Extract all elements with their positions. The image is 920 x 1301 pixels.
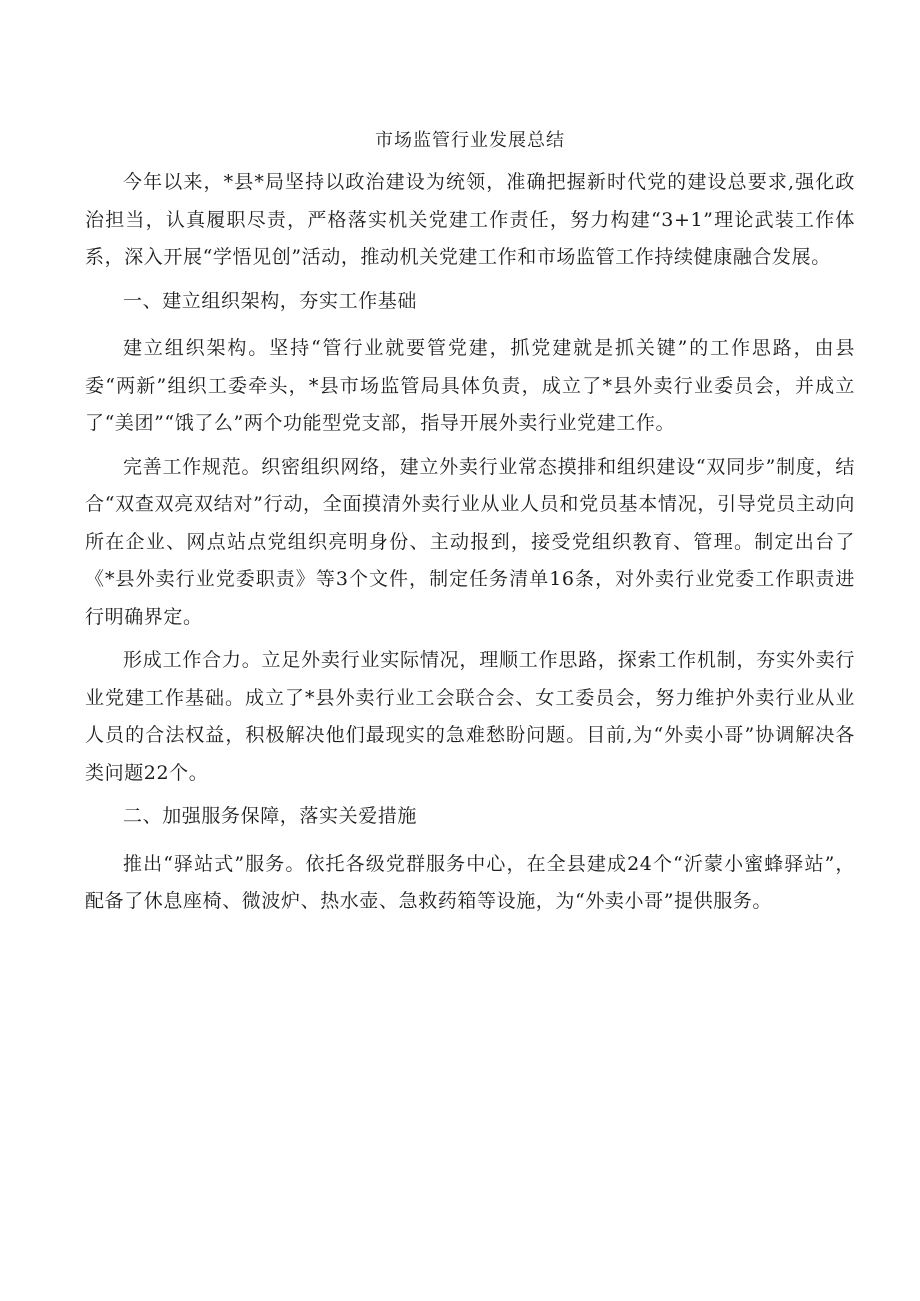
document-page xyxy=(85,128,855,927)
document-title: 市场监管行业发展总结 xyxy=(375,130,565,151)
section-1-heading: 一、建立组织架构，夯实工作基础 xyxy=(123,289,418,312)
intro-paragraph: 今年以来，*县*局坚持以政治建设为统领，准确把握新时代党的建设总要求,强化政治担当，认真履职尽责，严格落实机关党建工作责任，努力构建“3+1”理论武装工作体系，深入开展“学悟见创”活动，推动机关党建工作和市场监管工作持续健康融合发展。 xyxy=(85,171,855,268)
section-1-paragraph-1: 建立组织架构。坚持“管行业就要管党建，抓党建就是抓关键”的工作思路，由县委“两新”组织工委牵头，*县市场监管局具体负责，成立了*县外卖行业委员会，并成立了“美团”“饿了么”两个功能型党支部，指导开展外卖行业党建工作。 xyxy=(85,337,855,434)
section-2-paragraph-1: 推出“驿站式”服务。依托各级党群服务中心，在全县建成24个“沂蒙小蜜蜂驿站”，配备了休息座椅、微波炉、热水壶、急救药箱等设施，为“外卖小哥”提供服务。 xyxy=(85,852,855,912)
section-1-paragraph-3: 形成工作合力。立足外卖行业实际情况，理顺工作思路，探索工作机制，夯实外卖行业党建工作基础。成立了*县外卖行业工会联合会、女工委员会，努力维护外卖行业从业人员的合法权益，积极解决他们最现实的急难愁盼问题。目前,为“外卖小哥”协调解决各类问题22个。 xyxy=(85,649,855,784)
section-1-paragraph-2: 完善工作规范。织密组织网络，建立外卖行业常态摸排和组织建设“双同步”制度，结合“双查双亮双结对”行动，全面摸清外卖行业从业人员和党员基本情况，引导党员主动向所在企业、网点站点党组织亮明身份、主动报到，接受党组织教育、管理。制定出台了《*县外卖行业党委职责》等3个文件，制定任务清单16条，对外卖行业党委工作职责进行明确界定。 xyxy=(85,455,855,628)
section-2-heading: 二、加强服务保障，落实关爱措施 xyxy=(123,805,418,827)
